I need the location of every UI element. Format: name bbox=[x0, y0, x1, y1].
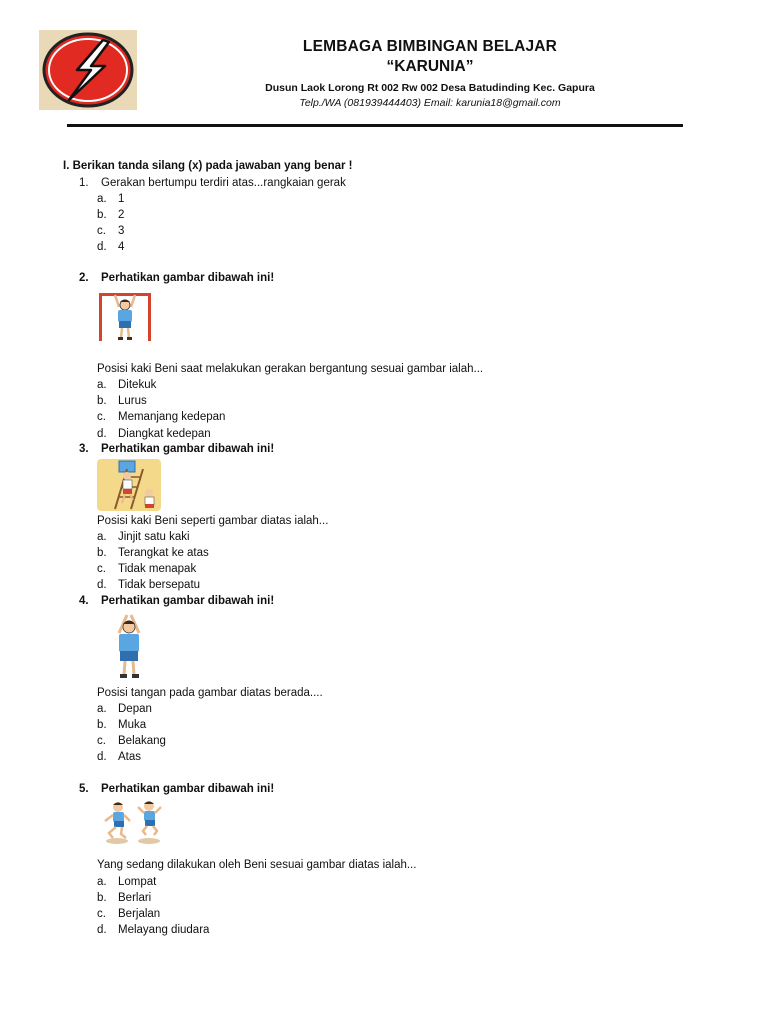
header-address: Dusun Laok Lorong Rt 002 Rw 002 Desa Batudinding Kec. Gapura bbox=[265, 82, 595, 94]
q2-prompt: Perhatikan gambar dibawah ini! bbox=[101, 272, 275, 284]
q4-option-letter: b. bbox=[97, 719, 107, 731]
q3-option-c: Tidak menapak bbox=[118, 563, 197, 575]
q2-option-letter: c. bbox=[97, 411, 106, 423]
q4-option-c: Belakang bbox=[118, 735, 166, 747]
q4-prompt: Perhatikan gambar dibawah ini! bbox=[101, 595, 275, 607]
q1-text: Gerakan bertumpu terdiri atas...rangkaian gerak bbox=[101, 177, 346, 189]
q1-option-c: 3 bbox=[118, 225, 125, 237]
q2-hanging-illustration bbox=[97, 289, 153, 348]
q5-option-c: Berjalan bbox=[118, 908, 161, 920]
q3-option-letter: b. bbox=[97, 547, 107, 559]
q2-option-letter: a. bbox=[97, 379, 107, 391]
q4-arms-up-illustration bbox=[105, 611, 153, 688]
q2-option-d: Diangkat kedepan bbox=[118, 428, 211, 440]
q4-text: Posisi tangan pada gambar diatas berada.... bbox=[97, 687, 323, 699]
header-divider bbox=[67, 124, 683, 127]
q1-number: 1. bbox=[79, 177, 89, 189]
q5-text: Yang sedang dilakukan oleh Beni sesuai gambar diatas ialah... bbox=[97, 859, 417, 871]
q2-option-letter: d. bbox=[97, 428, 107, 440]
q5-option-letter: b. bbox=[97, 892, 107, 904]
child-jumping-icon bbox=[97, 799, 167, 847]
q3-climbing-illustration bbox=[97, 459, 161, 516]
q4-option-letter: c. bbox=[97, 735, 106, 747]
q5-jumping-illustration bbox=[97, 799, 167, 852]
q3-option-letter: a. bbox=[97, 531, 107, 543]
q2-option-b: Lurus bbox=[118, 395, 147, 407]
q4-option-letter: a. bbox=[97, 703, 107, 715]
section-instruction: I. Berikan tanda silang (x) pada jawaban yang benar ! bbox=[63, 160, 353, 172]
child-arms-overhead-icon bbox=[105, 611, 153, 683]
q3-prompt: Perhatikan gambar dibawah ini! bbox=[101, 443, 275, 455]
header-org-name: “KARUNIA” bbox=[386, 58, 474, 75]
q1-option-a: 1 bbox=[118, 193, 125, 205]
q3-option-letter: d. bbox=[97, 579, 107, 591]
lightning-logo-icon bbox=[39, 30, 137, 110]
q5-option-a: Lompat bbox=[118, 876, 157, 888]
q5-option-letter: a. bbox=[97, 876, 107, 888]
q4-option-b: Muka bbox=[118, 719, 147, 731]
q4-number: 4. bbox=[79, 595, 89, 607]
q5-option-d: Melayang diudara bbox=[118, 924, 210, 936]
q1-option-letter: d. bbox=[97, 241, 107, 253]
q5-option-b: Berlari bbox=[118, 892, 152, 904]
child-climbing-ladder-icon bbox=[97, 459, 161, 511]
q2-option-a: Ditekuk bbox=[118, 379, 157, 391]
q4-option-d: Atas bbox=[118, 751, 142, 763]
q3-text: Posisi kaki Beni seperti gambar diatas ialah... bbox=[97, 515, 329, 527]
q3-number: 3. bbox=[79, 443, 89, 455]
q5-prompt: Perhatikan gambar dibawah ini! bbox=[101, 783, 275, 795]
q3-option-d: Tidak bersepatu bbox=[118, 579, 201, 591]
lbb-logo bbox=[39, 30, 137, 110]
child-hanging-bar-icon bbox=[97, 289, 153, 343]
q5-option-letter: d. bbox=[97, 924, 107, 936]
q5-option-letter: c. bbox=[97, 908, 106, 920]
q2-option-letter: b. bbox=[97, 395, 107, 407]
q1-option-d: 4 bbox=[118, 241, 125, 253]
q3-option-a: Jinjit satu kaki bbox=[118, 531, 190, 543]
q2-number: 2. bbox=[79, 272, 89, 284]
q1-option-letter: c. bbox=[97, 225, 106, 237]
q3-option-letter: c. bbox=[97, 563, 106, 575]
q2-option-c: Memanjang kedepan bbox=[118, 411, 226, 423]
q5-number: 5. bbox=[79, 783, 89, 795]
q1-option-letter: b. bbox=[97, 209, 107, 221]
header-contact: Telp./WA (081939444403) Email: karunia18@gmail.com bbox=[299, 97, 561, 109]
q2-text: Posisi kaki Beni saat melakukan gerakan bergantung sesuai gambar ialah... bbox=[97, 363, 484, 375]
q1-option-letter: a. bbox=[97, 193, 107, 205]
q4-option-a: Depan bbox=[118, 703, 152, 715]
q3-option-b: Terangkat ke atas bbox=[118, 547, 209, 559]
header-title: LEMBAGA BIMBINGAN BELAJAR bbox=[302, 38, 558, 55]
q4-option-letter: d. bbox=[97, 751, 107, 763]
q1-option-b: 2 bbox=[118, 209, 125, 221]
